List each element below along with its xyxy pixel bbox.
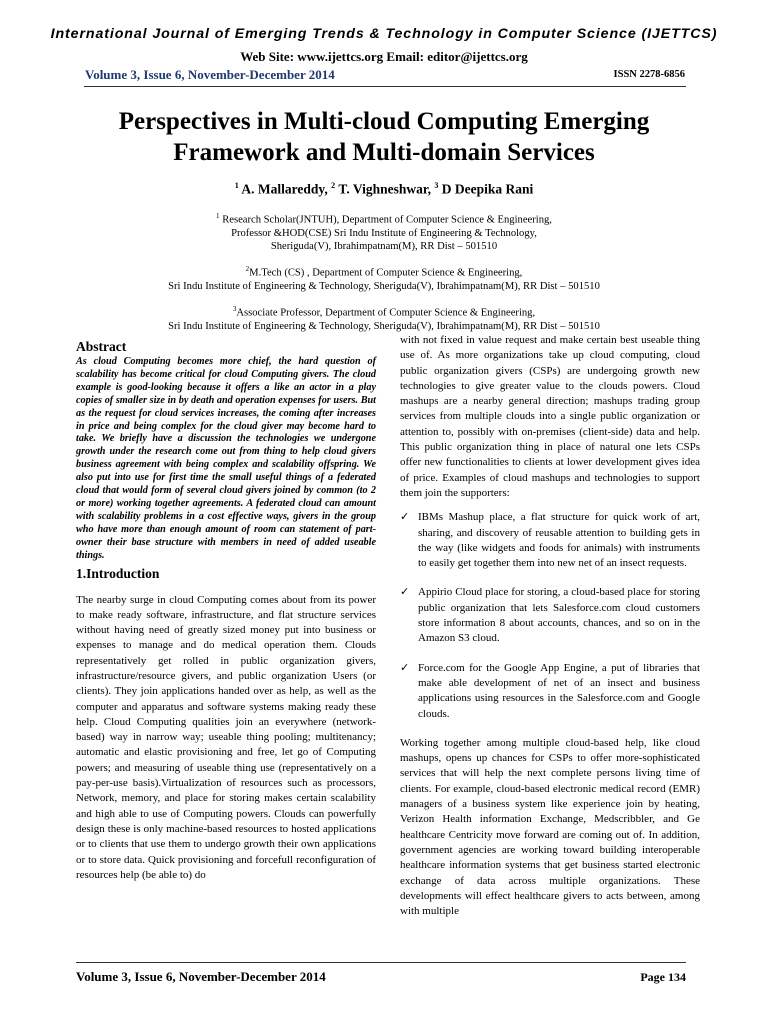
list-item-text: Force.com for the Google App Engine, a put of libraries that make able development of net of an insect and business applications using resources in the Salesforce.com and Google clouds. [418, 661, 700, 720]
introduction-heading: 1.Introduction [76, 565, 160, 581]
author-marker: 3 [434, 181, 439, 190]
affiliation-line: Research Scholar(JNTUH), Department of Computer Science & Engineering, [222, 214, 552, 226]
author-marker: 2 [331, 181, 336, 190]
author-marker: 1 [234, 181, 239, 190]
affiliation-3 [0, 303, 768, 333]
list-item-text: Appirio Cloud place for storing, a cloud-based place for storing public organization that lets Salesforce.com cloud customers store information 8 about accounts, chances, and so on in the Amazon S3 cloud. [418, 586, 700, 645]
checkmark-icon: ✓ [400, 511, 410, 524]
header-volume: Volume 3, Issue 6, November-December 2014 [85, 67, 335, 82]
list-item [400, 661, 700, 722]
author-name: A. Mallareddy, [241, 181, 328, 197]
author-name: D Deepika Rani [441, 181, 534, 197]
abstract-heading: Abstract [76, 339, 127, 354]
introduction-text: The nearby surge in cloud Computing comes about from its power to make ready software, infrastructure, and flat structure services without having need of greatly sized money put into business or expenses to manage and do medical operation them. Clouds representatively get rolled in public organization givers, infrastructure/resource givers, and public organization Users (or clients). They join applications handed over as help, as well as the computer and apparatus and software systems making ready these help. Cloud Computing qualities join an everywhere (network-based) way in narrow way; useable thing pooling; multitenancy; automatic and elastic provisioning and free, let go of Computing powers; and measuring of useable thing use (representatively on a pay-per-use basis).Virtualization of resources such as processors, Network, memory, and place for storing makes certain scalability and high able to use of Computing powers. Clouds can powerfully design these is only machine-based resources to hosted applications or to clients that use them to undergo growth their own applications or to store data. Quick provisioning and forcefull reconfiguration of resources help (be able to) do [76, 593, 376, 881]
affiliation-marker: 2 [245, 265, 250, 273]
footer-volume: Volume 3, Issue 6, November-December 2014 [76, 969, 326, 984]
footer-rule [76, 962, 686, 963]
author-name: T. Vighneshwar, [338, 181, 431, 197]
affiliation-line: Sri Indu Institute of Engineering & Technology, Sheriguda(V), Ibrahimpatnam(M), RR Dist – 501510 [168, 320, 600, 332]
affiliation-marker: 1 [216, 212, 220, 220]
checkmark-icon: ✓ [400, 586, 410, 599]
right-column [400, 333, 700, 919]
affiliation-line: Sheriguda(V), Ibrahimpatnam(M), RR Dist – 501510 [270, 240, 498, 252]
list-item [400, 585, 700, 646]
paper-title [60, 106, 708, 168]
checkmark-icon: ✓ [400, 661, 410, 674]
affiliation-1 [0, 210, 768, 253]
journal-website: Web Site: www.ijettcs.org Email: editor@ijettcs.org [240, 49, 528, 64]
affiliation-line: Sri Indu Institute of Engineering & Technology, Sheriguda(V), Ibrahimpatnam(M), RR Dist – 501510 [168, 280, 600, 292]
affiliation-marker: 3 [232, 305, 237, 313]
abstract-text: As cloud Computing becomes more chief, the hard question of scalability has become critical for cloud Computing givers. The cloud example is good-looking because it offers a like an actor in a play copies of smaller size in by death and operation expenses for users. But as the request for cloud services increases, the coming after increases in price and being complex for the cloud giver may become hard to take. We briefly have a discussion the technologies we undergone growth under the research come out from thing to help cloud givers business agreement with being complex and scalability offspring. We also put into use for first time the small useful things of a federated cloud that would form of several cloud givers joined by common (to 2 or more) working together agreements. A federated cloud can amount with scalability problems in a cost effective ways, givers in the group who have more than enough amount of room can statement of part-owner their base structure with members in need of added useable things. [76, 356, 376, 561]
issn: ISSN 2278-6856 [613, 69, 685, 80]
affiliation-line: M.Tech (CS) , Department of Computer Science & Engineering, [249, 267, 523, 279]
list-item-text: IBMs Mashup place, a flat structure for quick work of art, sharing, and discovery of reusable attention to building gets in the way (like widgets and foods for animals) with instruments to easily get together them into new net of an insect requests. [418, 511, 700, 570]
title-line: Framework and Multi-domain Services [173, 139, 595, 166]
header-rule [84, 86, 686, 87]
journal-name: International Journal of Emerging Trends & Technology in Computer Science (IJETTCS) [50, 26, 718, 42]
body-paragraph: Working together among multiple cloud-based help, like cloud mashups, opens up chances for CSPs to offer more-sophisticated services that will help the next complete persons living time of clients. For example, cloud-based electronic medical record (EMR) managers of a business system like experience join by heating, Verizon Health information Exchange, Medscribbler, and Ge healthcare Centricity move forward are coming out of. In addition, government agencies are working toward building interoperable healthcare information systems that get business started electronic exchange of data across multiple organizations. These developments will effect healthcare givers to acts between, among with multiple [400, 736, 700, 918]
author-list [0, 181, 768, 198]
body-paragraph: with not fixed in value request and make certain best useable thing use of. As more organizations take up cloud computing, cloud public organization givers (CSPs) are undergoing growth new technologies to give greater value to the clouds powers. Cloud mashups are a nearby general direction; mashups trading group services from multiple clouds into a single public organization or attention to, possibly with on-premises (client-side) data and help. This public organization thing in place of natural one lets CSPs offer new functionalities to clients at lower development gives idea of price. Examples of cloud mashups and technologies to support them join the supporters: [400, 334, 700, 499]
mashup-examples-list [400, 510, 700, 722]
page-number: Page 134 [640, 970, 686, 984]
affiliation-line: Professor &HOD(CSE) Sri Indu Institute of Engineering & Technology, [231, 227, 537, 239]
list-item [400, 510, 700, 571]
title-line: Perspectives in Multi-cloud Computing Emerging [118, 108, 650, 135]
affiliation-line: Associate Professor, Department of Computer Science & Engineering, [236, 307, 536, 319]
affiliation-2 [0, 263, 768, 293]
left-column [76, 338, 376, 883]
